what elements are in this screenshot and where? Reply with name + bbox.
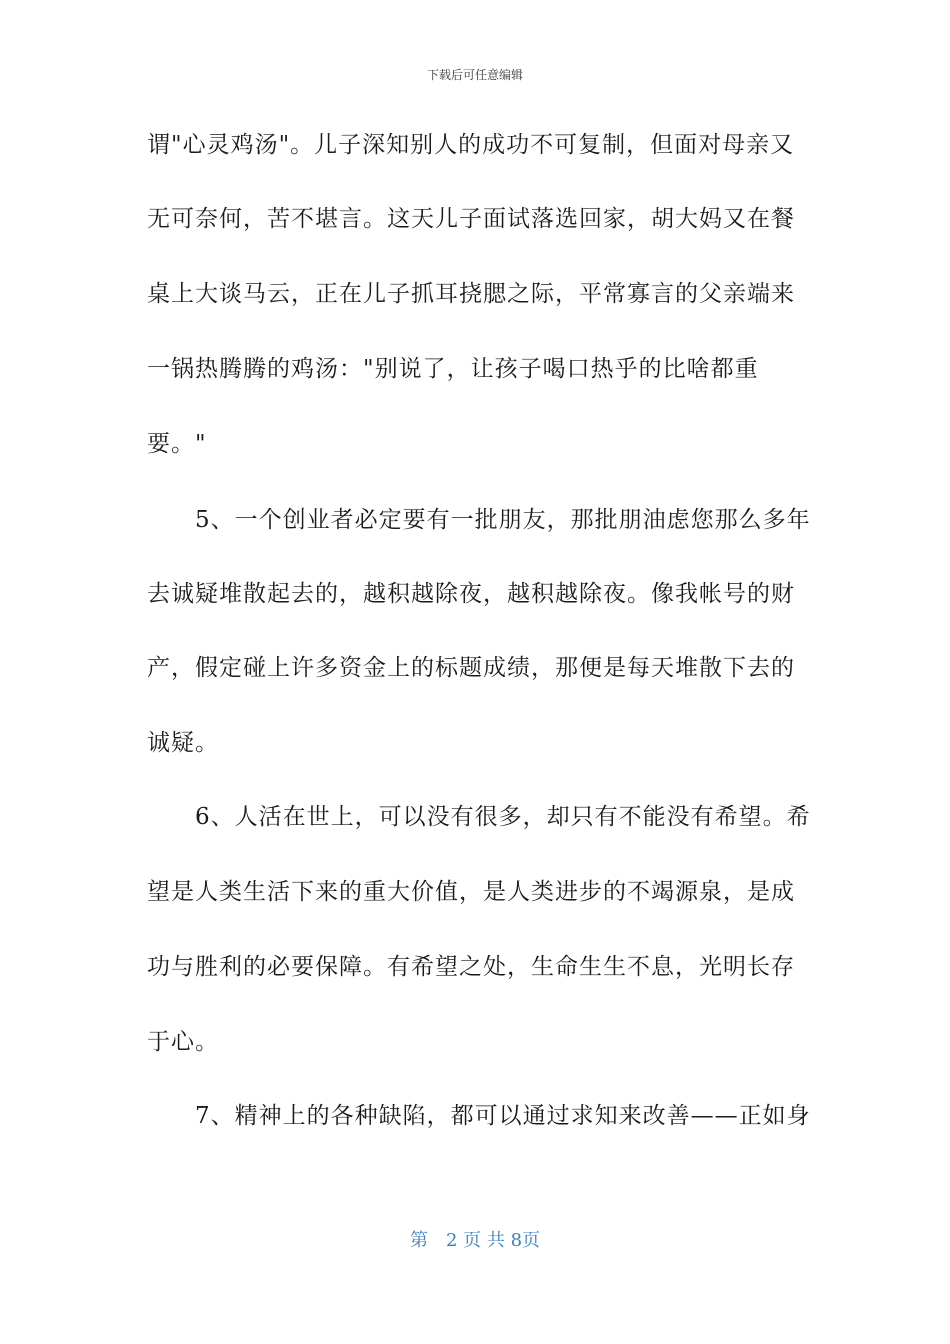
text-line: 要。" <box>147 431 207 457</box>
text-line: 望是人类生活下来的重大价值，是人类进步的不竭源泉，是成 <box>147 879 795 905</box>
text-line: 产，假定碰上许多资金上的标题成绩，那便是每天堆散下去的 <box>147 655 795 681</box>
text-line: 无可奈何，苦不堪言。这天儿子面试落选回家，胡大妈又在餐 <box>147 206 795 232</box>
page-number-footer: 第 2 页 共 8页 <box>409 1230 541 1251</box>
text-line: 于心。 <box>147 1029 219 1055</box>
page-header-note: 下载后可任意编辑 <box>426 68 523 82</box>
text-line: 功与胜利的必要保障。有希望之处，生命生生不息，光明长存 <box>147 954 795 980</box>
text-line: 6、人活在世上，可以没有很多，却只有不能没有希望。希 <box>147 804 811 830</box>
text-line: 5、一个创业者必定要有一批朋友，那批朋油虑您那么多年 <box>147 507 811 533</box>
text-line: 桌上大谈马云，正在儿子抓耳挠腮之际，平常寡言的父亲端来 <box>147 281 795 307</box>
text-line: 去诚疑堆散起去的，越积越除夜，越积越除夜。像我帐号的财 <box>147 581 795 607</box>
text-line: 谓"心灵鸡汤"。儿子深知别人的成功不可复制，但面对母亲又 <box>147 132 795 158</box>
text-line: 一锅热腾腾的鸡汤："别说了，让孩子喝口热乎的比啥都重 <box>147 356 759 382</box>
text-line: 诚疑。 <box>147 730 219 756</box>
text-line: 7、精神上的各种缺陷，都可以通过求知来改善——正如身 <box>147 1103 811 1129</box>
